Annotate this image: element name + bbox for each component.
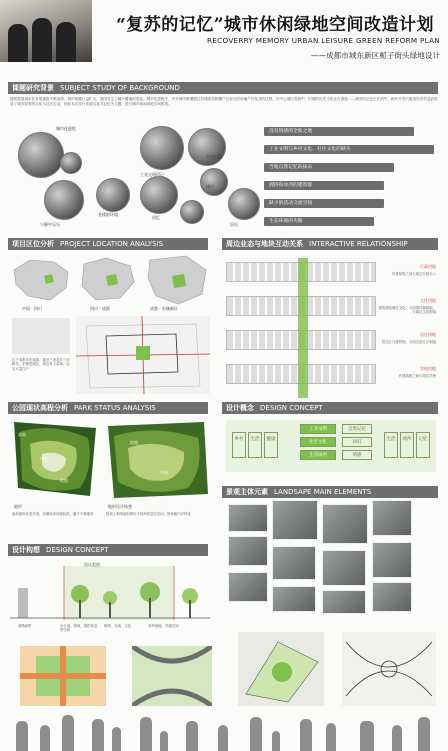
- section-design-idea-header: 设计构想 DESIGN CONCEPT: [8, 544, 208, 556]
- section-design-concept-header: 设计概念 DESIGN CONCEPT: [222, 402, 438, 414]
- circle-label: 城市化进程: [56, 126, 76, 131]
- circle-label: 乡村记忆: [206, 154, 222, 159]
- section-landscape-header: 景观主体元素 LANDSAPE MAIN ELEMENTS: [222, 486, 438, 498]
- location-note: 位于成都市东南部，靠近三圣花乡三环路东，东侧是城区，周边有大量商、住宅大量住户: [12, 358, 70, 371]
- elevation-label: 设计范围: [84, 562, 100, 567]
- elevation-note: 道路绿带: [18, 624, 32, 628]
- section-park-status-header: 公园现状高程分析 PARK STATUS ANALYSIS: [8, 402, 208, 414]
- landscape-photo: [272, 546, 316, 580]
- layer-note: 有建筑物之间与周边学校: [398, 374, 436, 378]
- layer-note: 有建筑物之间与周边行政办公: [391, 272, 436, 276]
- problem-bar: 拥挤和冰冷的建筑群: [264, 181, 384, 190]
- concept-left-box: 生活: [248, 432, 262, 458]
- concept-left-box: 乡村: [232, 432, 246, 458]
- elev-label: 坡地: [130, 440, 138, 445]
- sketch-model-left: [238, 632, 324, 706]
- people-silhouettes: [0, 708, 448, 751]
- circle-photo-4: [96, 178, 130, 212]
- elevation-map-right: [104, 418, 210, 500]
- location-detail-map: [12, 318, 70, 354]
- circle-photo-1: [18, 132, 64, 178]
- elev-caption: 地形设计构想: [108, 504, 132, 509]
- section-interactive-header: 周边业态与地块互动关系 INTERACTIVE RELATIONSHIP: [222, 238, 438, 250]
- concept-center-box: 生活场所: [300, 450, 336, 460]
- circle-photo-2: [60, 152, 82, 174]
- circle-photo-3: [44, 180, 84, 220]
- elev-note: 规划上利用地形做出不同高低层次空间，使场地内多样化: [106, 512, 191, 516]
- circle-label: 宁静中乐乐: [40, 222, 60, 227]
- layer-label: 行政用地: [420, 264, 436, 269]
- circle-photo-8: [200, 168, 228, 196]
- layer-note: 建筑面临城市文化，与周围环境绿地，与周边文化街接: [378, 306, 436, 315]
- page-subtitle: ——成都市城东新区栀子街头绿地设计: [310, 51, 440, 60]
- circle-label: 金剧院环境: [98, 212, 118, 217]
- concept-center-box: 社区文化: [300, 437, 336, 447]
- concept-left-box: 健康: [264, 432, 278, 458]
- elev-label: 高地: [18, 432, 26, 437]
- elevation-note: 步行道，树荫，提供休息的空间: [60, 624, 98, 633]
- map-label: 中国 · 四川: [22, 306, 42, 311]
- circle-photo-5: [140, 126, 184, 170]
- elev-label: 中地: [40, 456, 48, 461]
- circle-label: 回忆: [152, 215, 160, 220]
- elevation-map-left: [10, 418, 100, 500]
- concept-center-box: 自然记忆: [342, 424, 372, 434]
- elev-note: 地块最高处是东部，北侧较高西南较低，属于平缓地形: [12, 512, 94, 516]
- circle-photo-7: [188, 128, 226, 166]
- circle-photo-9: [180, 200, 204, 224]
- plan-diagram-left: [20, 646, 106, 706]
- layer-note: 居住区与建筑物，与周边居住区相接: [381, 340, 436, 344]
- site-plan: [76, 316, 210, 394]
- layer-label: 文化用地: [420, 298, 436, 303]
- landscape-photo: [272, 500, 318, 540]
- section-location-header: 项目区位分析 PROJECT LOCATION ANALYSIS: [8, 238, 208, 250]
- problem-bar: 工业文明与乡村文化、社区文化的缺失: [264, 145, 434, 154]
- circle-label: 居民: [230, 222, 238, 227]
- elevation-note: 草坪绿地，开阔空间: [148, 624, 179, 628]
- landscape-photo: [228, 536, 268, 566]
- circle-photo-6: [140, 176, 178, 214]
- concept-right-box: 生活: [384, 432, 398, 458]
- page-title-en: RECOVERRY MEMORY URBAN LEISURE GREEN REFORM PLAN: [207, 36, 440, 45]
- problem-bar: 当地自然记忆的抹杀: [264, 163, 394, 172]
- layer-label: 学校用地: [420, 366, 436, 371]
- elev-label: 低地: [60, 478, 68, 483]
- landscape-photo: [322, 550, 366, 586]
- map-label: 成都 · 东城新区: [150, 306, 178, 311]
- concept-right-box: 场所: [400, 432, 414, 458]
- landscape-photo: [322, 504, 368, 544]
- concept-center-box: 回归: [342, 437, 372, 447]
- circle-label: 工业文明印记: [140, 172, 164, 177]
- elev-caption: 地形: [14, 504, 22, 509]
- elevation-note: 树荫，交流、文化: [104, 624, 132, 628]
- green-axis: [298, 258, 308, 398]
- circle-label: 城市: [206, 184, 214, 189]
- landscape-photo: [372, 582, 412, 612]
- elev-label: 平地: [160, 470, 168, 475]
- header-photo: [0, 0, 92, 62]
- landscape-photo: [228, 572, 268, 602]
- background-paragraph: 随着我国城市化发展速度不断加快，城市规模日益扩大，我国发生了翻天覆地的变化。城市化进程中，许多城市都遭遇过旧城改造和棚户区拆迁的房地产开发式的过程。在中心城区发展中，旧城的历史文化正在消逝……城市的记忆正在消失，新的开发只重视经济效益而忽视了城市原有的文化与社区生活，因此本次设计希望以复苏记忆为主题，进行城市休闲绿地空间改造。: [10, 97, 438, 106]
- section-elevation: [10, 560, 210, 626]
- concept-center-box: 情感: [342, 450, 372, 460]
- sketch-model-right: [342, 632, 436, 706]
- layer-label: 居住用地: [420, 332, 436, 337]
- landscape-photo: [372, 500, 412, 536]
- map-label: 四川 · 成都: [90, 306, 110, 311]
- concept-right-box: 记忆: [416, 432, 430, 458]
- location-maps: [10, 252, 210, 310]
- landscape-photo: [372, 542, 412, 578]
- landscape-photo: [322, 590, 366, 614]
- plan-diagram-right: [132, 646, 212, 706]
- page-title: “复苏的记忆”城市休闲绿地空间改造计划: [115, 15, 435, 35]
- concept-center-box: 工业文明: [300, 424, 336, 434]
- problem-bar: 缺少的活动交流空间: [264, 199, 384, 208]
- landscape-photo: [272, 586, 316, 612]
- landscape-photo: [228, 504, 268, 532]
- section-background-header: 课题研究背景 SUBJECT STUDY OF BACKGROUND: [8, 82, 438, 94]
- problem-bar: 生态环境的失衡: [264, 217, 374, 226]
- problem-bar: 没有情感的全新之地: [264, 127, 414, 136]
- circle-photo-10: [228, 188, 260, 220]
